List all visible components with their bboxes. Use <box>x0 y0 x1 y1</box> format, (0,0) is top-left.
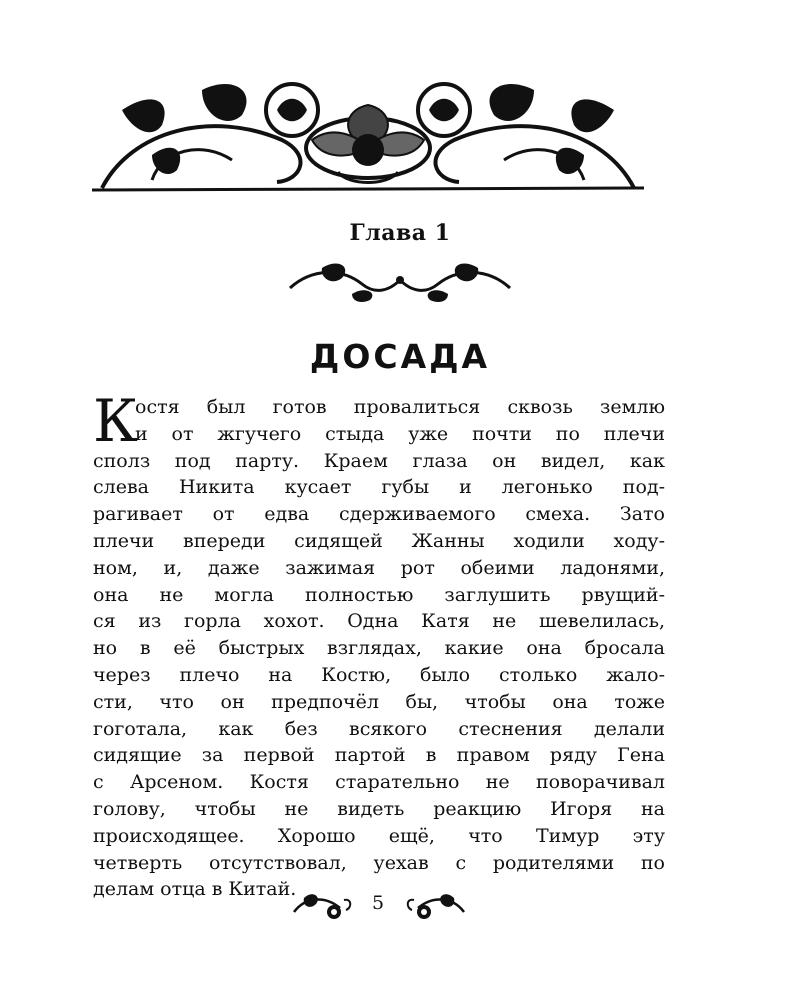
text-line: гоготала, как без всякого стеснения делали <box>93 717 665 740</box>
text-line: сти, что он предпочёл бы, чтобы она тоже <box>93 690 665 713</box>
text-line: сполз под парту. Краем глаза он видел, как <box>93 449 665 472</box>
text-line: с Арсеном. Костя старательно не поворачивал <box>93 771 665 794</box>
text-line: сидящие за первой партой в правом ряду Гена <box>93 744 665 767</box>
text-line: ся из горла хохот. Одна Катя не шевелилась, <box>93 610 665 633</box>
text-line: она не могла полностью заглушить рвущий- <box>93 583 665 606</box>
text-line: рагивает от едва сдерживаемого смеха. Зато <box>93 503 665 526</box>
text-line: четверть отсутствовал, уехав с родителями по <box>93 851 665 874</box>
chapter-title: ДОСАДА <box>309 337 491 376</box>
text-line: остя был готов провалиться сквозь землю <box>135 396 665 418</box>
floral-header-ornament-icon <box>92 70 644 200</box>
chapter-label: Глава 1 <box>349 220 451 246</box>
text-line: плечи впереди сидящей Жанны ходили ходу- <box>93 529 665 552</box>
text-line: происходящее. Хорошо ещё, что Тимур эту <box>93 824 665 847</box>
floral-divider-icon <box>282 258 518 304</box>
text-line: голову, чтобы не видеть реакцию Игоря на <box>93 797 665 820</box>
text-line: и от жгучего стыда уже почти по плечи <box>135 422 665 445</box>
text-line: но в её быстрых взглядах, какие она бросала <box>93 637 665 660</box>
drop-cap: К <box>93 387 138 455</box>
text-line: через плечо на Костю, было столько жало- <box>93 663 665 686</box>
floral-footer-ornament-icon <box>404 890 468 922</box>
text-line: слева Никита кусает губы и легонько под- <box>93 476 665 499</box>
page-number: 5 <box>372 892 385 914</box>
text-line: делам отца в Китай. <box>93 878 297 901</box>
text-line: ном, и, даже зажимая рот обеими ладонями, <box>93 556 665 579</box>
paragraph <box>93 387 665 903</box>
floral-footer-ornament-icon <box>290 890 354 922</box>
page-footer <box>0 888 800 928</box>
